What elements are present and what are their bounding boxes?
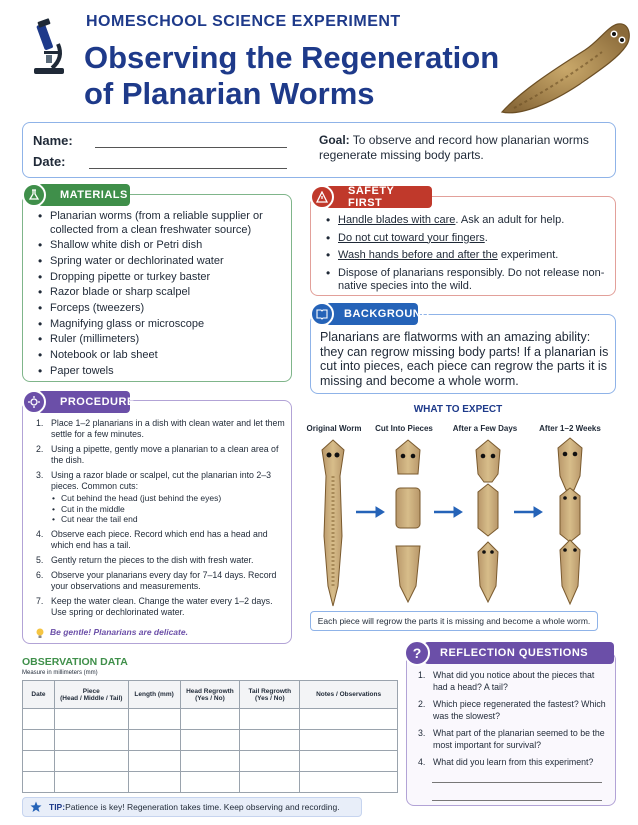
table-cell[interactable] bbox=[180, 709, 240, 730]
student-info-card bbox=[22, 122, 616, 178]
table-row bbox=[23, 730, 398, 751]
procedure-note: Be gentle! Planarians are delicate. bbox=[50, 627, 188, 637]
safety-text: . Ask an adult for help. bbox=[455, 214, 565, 226]
safety-text: experiment. bbox=[497, 249, 559, 261]
expect-label-weeks: After 1–2 Weeks bbox=[539, 424, 601, 433]
materials-item: • Notebook or lab sheet bbox=[34, 349, 284, 363]
procedure-step bbox=[36, 444, 286, 466]
step-text: Observe your planarians every day for 7–14 days. Record your observations and measurements. bbox=[51, 569, 277, 591]
question-number: 2. bbox=[418, 699, 426, 709]
answer-line[interactable] bbox=[432, 782, 602, 783]
table-cell[interactable] bbox=[180, 751, 240, 772]
reflection-question bbox=[418, 699, 608, 722]
step-number: 3. bbox=[36, 470, 44, 480]
table-header-cell: Length (mm) bbox=[128, 681, 180, 709]
materials-item: • Magnifying glass or microscope bbox=[34, 318, 284, 332]
reflection-question bbox=[418, 670, 608, 693]
question-icon: ? bbox=[404, 640, 430, 666]
materials-item: • Dropping pipette or turkey baster bbox=[34, 271, 284, 285]
reflection-questions bbox=[418, 670, 608, 775]
few-days-pieces bbox=[476, 440, 500, 602]
name-label: Name: bbox=[33, 133, 73, 148]
expect-label-days: After a Few Days bbox=[452, 424, 518, 433]
table-header-cell: Notes / Observations bbox=[300, 681, 398, 709]
cut-pieces bbox=[396, 440, 420, 602]
answer-line[interactable] bbox=[432, 800, 602, 801]
reflection-header bbox=[424, 642, 614, 664]
materials-item: • Ruler (millimeters) bbox=[34, 333, 284, 347]
reflection-question bbox=[418, 728, 608, 751]
step-subitem: • Cut in the middle bbox=[51, 504, 286, 515]
materials-header bbox=[38, 184, 130, 206]
procedure-step bbox=[36, 418, 286, 440]
table-cell[interactable] bbox=[300, 730, 398, 751]
table-cell[interactable] bbox=[240, 730, 300, 751]
safety-item bbox=[322, 249, 610, 263]
date-field[interactable] bbox=[89, 168, 287, 169]
safety-header bbox=[326, 186, 432, 208]
expect-caption: Each piece will regrow the parts it is missing and become a whole worm. bbox=[310, 611, 598, 631]
step-text: Using a razor blade or scalpel, cut the planarian into 2–3 pieces. Common cuts: bbox=[51, 470, 272, 491]
table-cell[interactable] bbox=[240, 709, 300, 730]
table-cell[interactable] bbox=[54, 751, 128, 772]
step-subitem: • Cut near the tail end bbox=[51, 514, 286, 525]
table-cell[interactable] bbox=[23, 730, 55, 751]
background-header bbox=[326, 303, 430, 325]
expect-label-original: Original Worm bbox=[306, 424, 362, 433]
step-subitem: • Cut behind the head (just behind the eyes) bbox=[51, 493, 286, 504]
question-number: 4. bbox=[418, 757, 426, 767]
goal-text: To observe and record how planarian worms regenerate missing body parts. bbox=[319, 133, 589, 162]
tip-bar bbox=[22, 797, 362, 817]
table-cell[interactable] bbox=[54, 709, 128, 730]
materials-item: • Shallow white dish or Petri dish bbox=[34, 239, 284, 253]
materials-item: • Razor blade or sharp scalpel bbox=[34, 286, 284, 300]
procedure-title: PROCEDURE bbox=[60, 396, 135, 408]
procedure-step bbox=[36, 555, 286, 566]
regeneration-diagram bbox=[300, 436, 616, 608]
goal-label: Goal: bbox=[319, 133, 350, 147]
table-cell[interactable] bbox=[23, 772, 55, 793]
flask-icon bbox=[22, 183, 46, 207]
arrow-icon bbox=[356, 507, 542, 517]
safety-item bbox=[322, 232, 610, 246]
background-text: Planarians are flatworms with an amazing ability: they can regrow missing body parts! If a planarian is cut into pieces, each piece can regrow the parts it is missing and become a whole worm. bbox=[320, 330, 609, 388]
procedure-step bbox=[36, 529, 286, 551]
step-sublist bbox=[51, 493, 286, 525]
background-title: BACKGROUND bbox=[344, 308, 430, 320]
table-cell[interactable] bbox=[128, 772, 180, 793]
materials-title: MATERIALS bbox=[60, 189, 128, 201]
safety-text: . bbox=[484, 231, 488, 244]
table-header-cell: Piece (Head / Middle / Tail) bbox=[54, 681, 128, 709]
lightbulb-icon bbox=[34, 626, 46, 638]
question-text: What did you learn from this experiment? bbox=[433, 757, 594, 767]
tip-text: Patience is key! Regeneration takes time. Keep observing and recording. bbox=[65, 802, 340, 812]
step-text: Keep the water clean. Change the water every 1–2 days. Use spring or dechlorinated water. bbox=[51, 595, 273, 617]
table-cell[interactable] bbox=[180, 730, 240, 751]
table-cell[interactable] bbox=[180, 772, 240, 793]
goal-statement bbox=[319, 133, 609, 163]
safety-emphasis: Do not cut toward your fingers bbox=[338, 231, 485, 244]
safety-emphasis: Handle blades with care bbox=[338, 214, 456, 226]
procedure-steps bbox=[36, 418, 286, 622]
warning-icon bbox=[310, 185, 334, 209]
table-cell[interactable] bbox=[128, 709, 180, 730]
observation-subtitle: Measure in millimeters (mm) bbox=[22, 670, 98, 676]
microscope-icon bbox=[30, 18, 70, 76]
step-number: 1. bbox=[36, 418, 44, 428]
materials-item: • Forceps (tweezers) bbox=[34, 302, 284, 316]
materials-item: • Paper towels bbox=[34, 365, 284, 379]
observation-header-row bbox=[23, 681, 398, 709]
table-cell[interactable] bbox=[23, 709, 55, 730]
expect-label-cut: Cut Into Pieces bbox=[375, 424, 433, 433]
title-line-2: of Planarian Worms bbox=[84, 76, 375, 111]
gear-icon bbox=[22, 390, 46, 414]
materials-item: • Planarian worms (from a reliable supplier or collected from a clean freshwater source) bbox=[34, 210, 284, 237]
expect-title: WHAT TO EXPECT bbox=[413, 404, 503, 415]
step-text: Observe each piece. Record which end has a head and which end has a tail. bbox=[51, 528, 268, 550]
observation-table bbox=[22, 680, 398, 793]
question-text: Which piece regenerated the fastest? Which was the slowest? bbox=[433, 699, 606, 721]
table-header-cell: Date bbox=[23, 681, 55, 709]
procedure-step bbox=[36, 596, 286, 618]
book-icon bbox=[310, 302, 334, 326]
question-number: 1. bbox=[418, 670, 426, 680]
observation-title: OBSERVATION DATA bbox=[22, 656, 128, 668]
step-number: 2. bbox=[36, 444, 44, 454]
header-kicker: HOMESCHOOL SCIENCE EXPERIMENT bbox=[86, 13, 401, 30]
table-header-cell: Head Regrowth (Yes / No) bbox=[180, 681, 240, 709]
safety-item bbox=[322, 214, 610, 228]
safety-text: Dispose of planarians responsibly. Do not release non-native species into the wild. bbox=[338, 266, 605, 292]
table-cell[interactable] bbox=[23, 751, 55, 772]
safety-item bbox=[322, 267, 610, 294]
page-title bbox=[84, 40, 514, 112]
original-worm bbox=[322, 440, 344, 606]
name-field[interactable] bbox=[95, 147, 287, 148]
reflection-title: REFLECTION QUESTIONS bbox=[440, 647, 589, 659]
safety-title: SAFETY FIRST bbox=[348, 185, 395, 209]
question-text: What part of the planarian seemed to be the most important for survival? bbox=[433, 728, 605, 750]
question-text: What did you notice about the pieces that had a head? A tail? bbox=[433, 670, 595, 692]
table-cell[interactable] bbox=[240, 772, 300, 793]
table-cell[interactable] bbox=[240, 751, 300, 772]
step-text: Place 1–2 planarians in a dish with clean water and let them settle for a few minutes. bbox=[51, 418, 285, 439]
weeks-pieces bbox=[558, 438, 582, 604]
table-cell[interactable] bbox=[300, 772, 398, 793]
procedure-step bbox=[36, 570, 286, 592]
table-cell[interactable] bbox=[54, 772, 128, 793]
tip-label: TIP: bbox=[49, 802, 66, 812]
star-icon bbox=[30, 801, 42, 813]
table-row bbox=[23, 772, 398, 793]
materials-item: • Spring water or dechlorinated water bbox=[34, 255, 284, 269]
table-header-cell: Tail Regrowth (Yes / No) bbox=[240, 681, 300, 709]
planarian-illustration bbox=[490, 12, 635, 120]
step-text: Using a pipette, gently move a planarian to a clean area of the dish. bbox=[51, 444, 279, 465]
materials-list bbox=[34, 210, 284, 380]
step-number: 7. bbox=[36, 595, 44, 606]
table-row bbox=[23, 751, 398, 772]
step-number: 4. bbox=[36, 528, 44, 539]
title-line-1: Observing the Regeneration bbox=[84, 40, 500, 75]
step-text: Gently return the pieces to the dish with fresh water. bbox=[51, 554, 254, 565]
step-number: 5. bbox=[36, 554, 44, 565]
table-cell[interactable] bbox=[54, 730, 128, 751]
safety-emphasis: Wash hands before and after the bbox=[338, 249, 498, 261]
table-cell[interactable] bbox=[300, 709, 398, 730]
step-number: 6. bbox=[36, 569, 44, 580]
procedure-step bbox=[36, 470, 286, 525]
safety-list bbox=[322, 214, 610, 298]
reflection-question bbox=[418, 757, 608, 769]
table-cell[interactable] bbox=[128, 730, 180, 751]
date-label: Date: bbox=[33, 154, 66, 169]
table-cell[interactable] bbox=[128, 751, 180, 772]
table-cell[interactable] bbox=[300, 751, 398, 772]
procedure-header bbox=[38, 391, 135, 413]
table-row bbox=[23, 709, 398, 730]
question-number: 3. bbox=[418, 728, 426, 738]
